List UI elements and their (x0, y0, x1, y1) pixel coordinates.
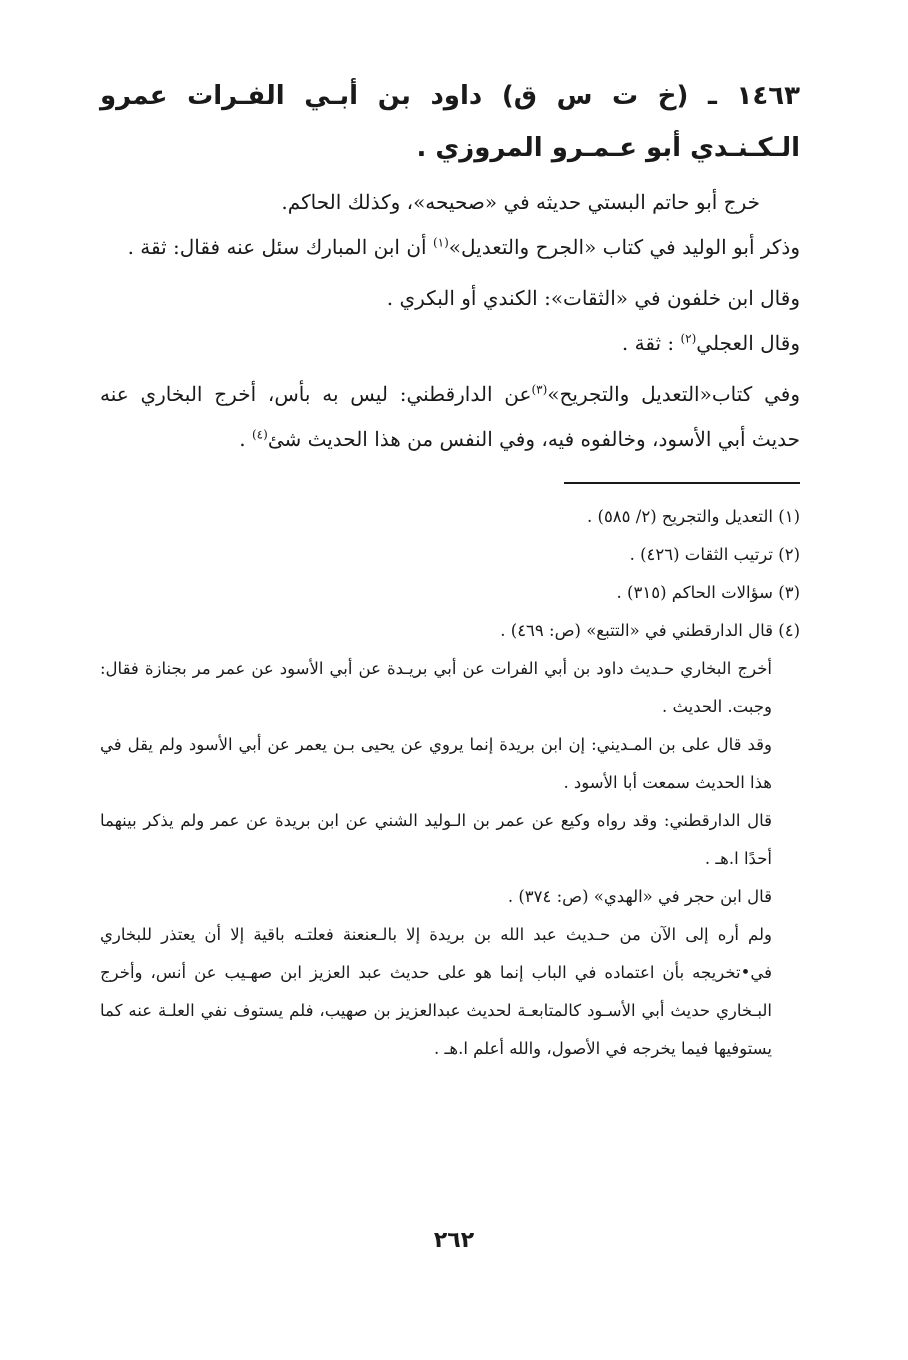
paragraph-text: وقال العجلي (696, 331, 800, 355)
paragraph-text: عن الدارقطني: ليس به بأس، أخرج البخاري عنه حديث أبي الأسود، وخالفوه فيه، وفي النفس من هذا الحديث شئ (100, 382, 800, 451)
footnote-quote-1: أخرج البخاري حـديث داود بن أبي الفرات عن أبي بريـدة عن أبي الأسود عن عمر مر بجنازة فقال: وجبت. الحديث . (100, 659, 772, 716)
footnote-marker: (٤) (251, 427, 268, 442)
paragraph-ta3dil-tajrih (100, 372, 800, 462)
footnote-4: (٤) قال الدارقطني في «التتبع» (ص: ٤٦٩) . (500, 621, 800, 640)
paragraph-text: وذكر أبو الوليد في كتاب «الجرح والتعديل» (448, 235, 800, 259)
footnote-marker: (١) (432, 235, 449, 250)
paragraph-ibn-hibban: خرج أبو حاتم البستي حديثه في «صحيحه»، وكذلك الحاكم. (281, 190, 760, 214)
footnote-3: (٣) سؤالات الحاكم (٣١٥) . (616, 583, 800, 602)
page-content (100, 60, 800, 1068)
footnote-quote-4: قال ابن حجر في «الهدي» (ص: ٣٧٤) . (507, 887, 772, 906)
footnote-2: (٢) ترتيب الثقات (٤٢٦) . (629, 545, 800, 564)
footnote-quote-5: ولم أره إلى الآن من حـديث عبد الله بن بريدة إلا بالـعنعنة فعلتـه باقية إلا أن يعتذر للبخاري في•تخريجه بأن اعتماده في الباب إنما هو على حديث عبد العزيز ابن صهـيب عن أنس، وأخرج البـخاري حديث أبي الأسـود كالمتابعـة لحديث عبدالعزيز بن صهيب، فلم يستوف نفي العلـة عنه كما يستوفيها فيما يخرجه في الأصول، والله أعلم ا.هـ . (100, 925, 772, 1058)
paragraph-al-ijli (100, 321, 800, 366)
entry-heading: ١٤٦٣ ـ (خ ت س ق) داود بن أبـي الفـرات عمرو الـكـنـدي أبو عـمـرو المروزي . (100, 81, 800, 163)
footnote-quote-2: وقد قال على بن المـديني: إن ابن بريدة إنما يروي عن يحيى بـن يعمر عن أبي الأسود ولم يقل في هذا الحديث سمعت أبا الأسود . (100, 735, 772, 792)
footnote-separator (564, 482, 800, 484)
paragraph-text: . (239, 427, 252, 451)
paragraph-text: : ثقة . (621, 331, 681, 355)
paragraph-text: أن ابن المبارك سئل عنه فقال: ثقة . (127, 235, 433, 259)
page-number: ٢٦٢ (433, 1228, 475, 1253)
paragraph-ibn-khalfun: وقال ابن خلفون في «الثقات»: الكندي أو البكري . (386, 286, 800, 310)
footnote-1: (١) التعديل والتجريح (٢/ ٥٨٥) . (587, 507, 800, 526)
footnote-marker: (٣) (531, 382, 548, 397)
footnote-marker: (٢) (680, 331, 697, 346)
footnote-quote-3: قال الدارقطني: وقد رواه وكيع عن عمر بن الـوليد الشني عن ابن بريدة عن عمر ولم يذكر بينهما أحدًا ا.هـ . (100, 811, 772, 868)
paragraph-text: وفي كتاب«التعديل والتجريح» (547, 382, 801, 406)
paragraph-abu-al-walid (100, 225, 800, 270)
